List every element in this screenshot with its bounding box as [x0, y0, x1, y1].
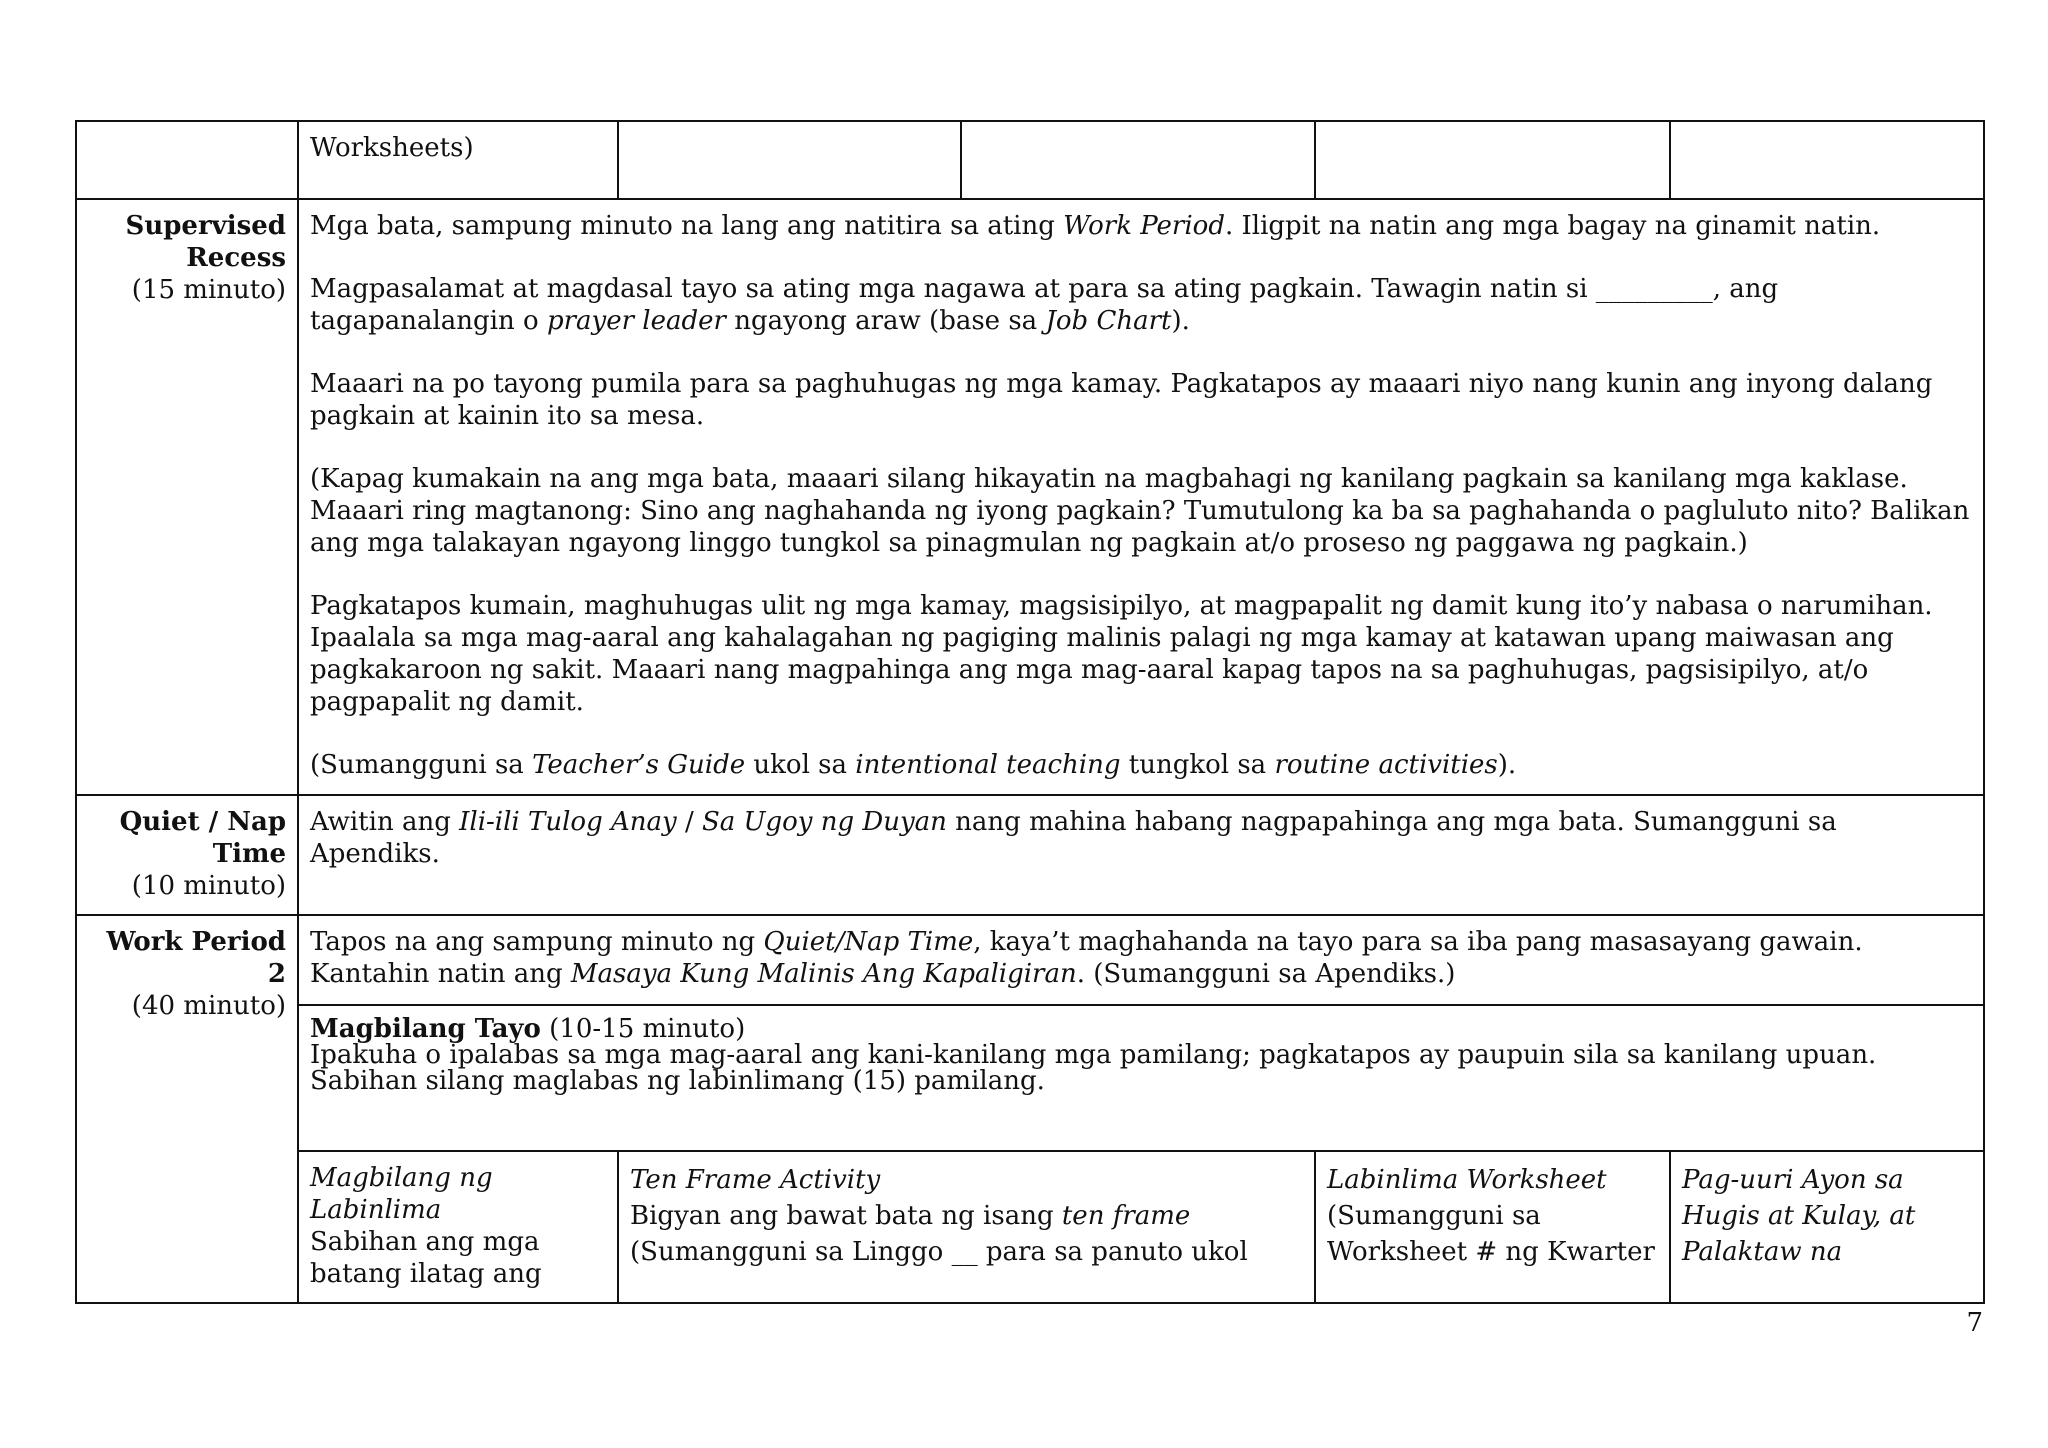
- recess-paragraph-2: Magpasalamat at magdasal tayo sa ating mga nagawa at para sa ating pagkain. Tawagin natin si _________, ang tagapanalangin o prayer leader ngayong araw (base sa Job Chart).: [310, 274, 1779, 336]
- work-period-2-intro-paragraph: Tapos na ang sampung minuto ng Quiet/Nap Time, kaya’t maghahanda na tayo para sa iba pang masasayang gawain. Kantahin natin ang Masaya Kung Malinis Ang Kapaligiran. (Sumangguni sa Apendiks.): [310, 927, 1863, 989]
- recess-paragraph-1: Mga bata, sampung minuto na lang ang natitira sa ating Work Period. Iligpit na natin ang mga bagay na ginamit natin.: [310, 211, 1881, 241]
- recess-paragraph-4: (Kapag kumakain na ang mga bata, maaari silang hikayatin na magbahagi ng kanilang pagkain sa kanilang mga kaklase. Maaari ring magtanong: Sino ang naghahanda ng iyong pagkain? Tumutulong ka ba sa paghahanda o pagluluto nito? Balikan ang mga talakayan ngayong linggo tungkol sa pinagmulan ng pagkain at/o proseso ng paggawa ng pagkain.): [310, 464, 1970, 558]
- work-period-2-label: [76, 915, 298, 1303]
- magbilang-tayo-row: [76, 1005, 1984, 1151]
- supervised-recess-title-1: Supervised: [125, 211, 286, 241]
- empty-cell-d: [1670, 121, 1984, 199]
- activity-2-title: Ten Frame Activity: [630, 1165, 881, 1195]
- quiet-nap-title-1: Quiet / Nap: [119, 807, 286, 837]
- lesson-plan-table: [75, 120, 1985, 1304]
- worksheets-row: [76, 121, 1984, 199]
- empty-label-cell: [76, 121, 298, 199]
- quiet-nap-paragraph: Awitin ang Ili-ili Tulog Anay / Sa Ugoy ng Duyan nang mahina habang nagpapahinga ang mga bata. Sumangguni sa Apendiks.: [310, 807, 1837, 869]
- activity-3-title: Labinlima Worksheet: [1327, 1165, 1607, 1195]
- quiet-nap-title-2: Time: [212, 839, 286, 869]
- activity-pag-uuri: [1670, 1151, 1984, 1303]
- magbilang-tayo-text: Ipakuha o ipalabas sa mga mag-aaral ang kani-kanilang mga pamilang; pagkatapos ay paupuin sila sa kanilang upuan. Sabihan silang maglabas ng labinlimang (15) pamilang.: [310, 1040, 1877, 1096]
- activity-ten-frame: [618, 1151, 1315, 1303]
- recess-paragraph-3: Maaari na po tayong pumila para sa paghuhugas ng mga kamay. Pagkatapos ay maaari niyo nang kunin ang inyong dalang pagkain at kainin ito sa mesa.: [310, 369, 1933, 431]
- supervised-recess-row: [76, 199, 1984, 795]
- activity-2-text-2: (Sumangguni sa Linggo __ para sa panuto ukol: [630, 1237, 1248, 1267]
- activity-labinlima-worksheet: [1315, 1151, 1670, 1303]
- activity-2-text: Bigyan ang bawat bata ng isang ten frame: [630, 1201, 1191, 1231]
- recess-paragraph-6: (Sumangguni sa Teacher’s Guide ukol sa intentional teaching tungkol sa routine activities).: [310, 750, 1517, 780]
- supervised-recess-duration: (15 minuto): [131, 275, 286, 305]
- quiet-nap-label: [76, 795, 298, 915]
- supervised-recess-content: [298, 199, 1984, 795]
- supervised-recess-label: [76, 199, 298, 795]
- work-period-2-title: Work Period 2: [106, 927, 286, 989]
- empty-cell-a: [618, 121, 961, 199]
- activity-magbilang-labinlima: [298, 1151, 618, 1303]
- work-period-2-intro: [298, 915, 1984, 1005]
- quiet-nap-duration: (10 minuto): [131, 871, 286, 901]
- work-period-2-duration: (40 minuto): [131, 991, 286, 1021]
- magbilang-tayo-content: [298, 1005, 1984, 1151]
- quiet-nap-row: [76, 795, 1984, 915]
- activities-row: [76, 1151, 1984, 1303]
- activity-4-title: Pag-uuri Ayon sa Hugis at Kulay, at Palaktaw na: [1682, 1165, 1916, 1267]
- activity-1-text: Sabihan ang mga batang ilatag ang: [310, 1227, 542, 1289]
- worksheets-text: Worksheets): [310, 133, 474, 163]
- activity-1-title: Magbilang ng Labinlima: [310, 1163, 493, 1225]
- work-period-2-intro-row: [76, 915, 1984, 1005]
- supervised-recess-title-2: Recess: [186, 243, 286, 273]
- recess-paragraph-5: Pagkatapos kumain, maghuhugas ulit ng mga kamay, magsisipilyo, at magpapalit ng damit kung ito’y nabasa o narumihan. Ipaalala sa mga mag-aaral ang kahalagahan ng pagiging malinis palagi ng mga kamay at katawan upang maiwasan ang pagkakaroon ng sakit. Maaari nang magpahinga ang mga mag-aaral kapag tapos na sa paghuhugas, pagsisipilyo, at/o pagpapalit ng damit.: [310, 591, 1933, 717]
- empty-cell-b: [961, 121, 1315, 199]
- quiet-nap-content: [298, 795, 1984, 915]
- empty-cell-c: [1315, 121, 1670, 199]
- activity-3-text: (Sumangguni sa Worksheet # ng Kwarter: [1327, 1201, 1655, 1267]
- page-number: 7: [1966, 1308, 1983, 1338]
- magbilang-tayo-heading: Magbilang Tayo (10-15 minuto): [310, 1014, 746, 1044]
- worksheets-cell: [298, 121, 618, 199]
